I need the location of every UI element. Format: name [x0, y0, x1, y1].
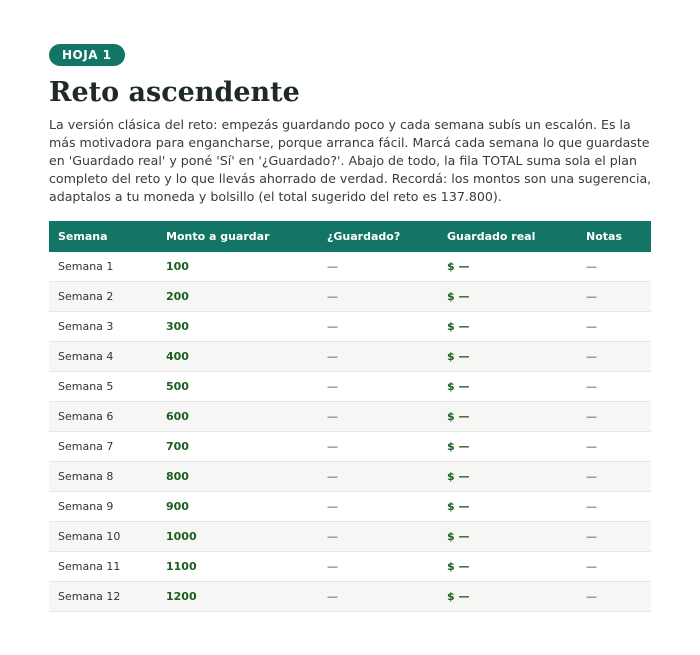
table-row: [49, 432, 651, 462]
cell-week[interactable]: Semana 3: [49, 312, 157, 342]
cell-notes[interactable]: —: [577, 282, 651, 312]
cell-real[interactable]: $ —: [438, 462, 577, 492]
table-row: [49, 462, 651, 492]
cell-week[interactable]: Semana 5: [49, 372, 157, 402]
cell-real[interactable]: $ —: [438, 552, 577, 582]
cell-notes[interactable]: —: [577, 522, 651, 552]
cell-amount[interactable]: 1200: [157, 582, 318, 612]
page-description: La versión clásica del reto: empezás guardando poco y cada semana subís un escalón. Es la más motivadora para engancharse, porque arranca fácil. Marcá cada semana lo que guardaste en 'Guardado real' y poné 'Sí' en '¿Guardado?'. Abajo de todo, la fila TOTAL suma sola el plan completo del reto y lo que llevás ahorrado de verdad. Recordá: los montos son una sugerencia, adaptalos a tu moneda y bolsillo (el total sugerido del reto es 137.800).: [49, 117, 652, 204]
header-real: Guardado real: [438, 221, 577, 252]
table-row: [49, 312, 651, 342]
sheet-badge: HOJA 1: [49, 44, 125, 66]
cell-week[interactable]: Semana 4: [49, 342, 157, 372]
table-row: [49, 402, 651, 432]
cell-week[interactable]: Semana 6: [49, 402, 157, 432]
table-row: [49, 552, 651, 582]
cell-amount[interactable]: 800: [157, 462, 318, 492]
cell-real[interactable]: $ —: [438, 282, 577, 312]
cell-saved[interactable]: —: [318, 462, 438, 492]
cell-notes[interactable]: —: [577, 252, 651, 282]
cell-amount[interactable]: 600: [157, 402, 318, 432]
table-row: [49, 582, 651, 612]
cell-amount[interactable]: 400: [157, 342, 318, 372]
cell-notes[interactable]: —: [577, 342, 651, 372]
cell-real[interactable]: $ —: [438, 402, 577, 432]
cell-notes[interactable]: —: [577, 492, 651, 522]
cell-real[interactable]: $ —: [438, 372, 577, 402]
cell-week[interactable]: Semana 8: [49, 462, 157, 492]
cell-week[interactable]: Semana 11: [49, 552, 157, 582]
cell-notes[interactable]: —: [577, 432, 651, 462]
table-body: [49, 252, 651, 612]
table-row: [49, 492, 651, 522]
cell-real[interactable]: $ —: [438, 492, 577, 522]
header-week: Semana: [49, 221, 157, 252]
cell-saved[interactable]: —: [318, 522, 438, 552]
cell-real[interactable]: $ —: [438, 342, 577, 372]
table-row: [49, 522, 651, 552]
cell-saved[interactable]: —: [318, 312, 438, 342]
savings-table: [49, 221, 651, 612]
table-row: [49, 342, 651, 372]
cell-notes[interactable]: —: [577, 462, 651, 492]
cell-notes[interactable]: —: [577, 312, 651, 342]
cell-notes[interactable]: —: [577, 582, 651, 612]
cell-saved[interactable]: —: [318, 492, 438, 522]
cell-real[interactable]: $ —: [438, 522, 577, 552]
cell-notes[interactable]: —: [577, 402, 651, 432]
cell-amount[interactable]: 1100: [157, 552, 318, 582]
cell-amount[interactable]: 300: [157, 312, 318, 342]
table-row: [49, 282, 651, 312]
cell-week[interactable]: Semana 2: [49, 282, 157, 312]
cell-saved[interactable]: —: [318, 552, 438, 582]
header-notes: Notas: [577, 221, 651, 252]
cell-real[interactable]: $ —: [438, 432, 577, 462]
cell-week[interactable]: Semana 1: [49, 252, 157, 282]
cell-week[interactable]: Semana 12: [49, 582, 157, 612]
page-title: Reto ascendente: [49, 77, 300, 108]
cell-saved[interactable]: —: [318, 282, 438, 312]
cell-real[interactable]: $ —: [438, 582, 577, 612]
cell-notes[interactable]: —: [577, 552, 651, 582]
table-row: [49, 252, 651, 282]
cell-saved[interactable]: —: [318, 372, 438, 402]
cell-saved[interactable]: —: [318, 252, 438, 282]
header-amount: Monto a guardar: [157, 221, 318, 252]
cell-amount[interactable]: 700: [157, 432, 318, 462]
cell-notes[interactable]: —: [577, 372, 651, 402]
cell-week[interactable]: Semana 7: [49, 432, 157, 462]
cell-amount[interactable]: 100: [157, 252, 318, 282]
cell-saved[interactable]: —: [318, 582, 438, 612]
cell-amount[interactable]: 900: [157, 492, 318, 522]
cell-amount[interactable]: 1000: [157, 522, 318, 552]
cell-week[interactable]: Semana 9: [49, 492, 157, 522]
cell-saved[interactable]: —: [318, 402, 438, 432]
cell-real[interactable]: $ —: [438, 252, 577, 282]
table-row: [49, 372, 651, 402]
cell-saved[interactable]: —: [318, 342, 438, 372]
cell-week[interactable]: Semana 10: [49, 522, 157, 552]
header-saved: ¿Guardado?: [318, 221, 438, 252]
cell-amount[interactable]: 200: [157, 282, 318, 312]
cell-real[interactable]: $ —: [438, 312, 577, 342]
cell-saved[interactable]: —: [318, 432, 438, 462]
table-header-row: [49, 221, 651, 252]
cell-amount[interactable]: 500: [157, 372, 318, 402]
